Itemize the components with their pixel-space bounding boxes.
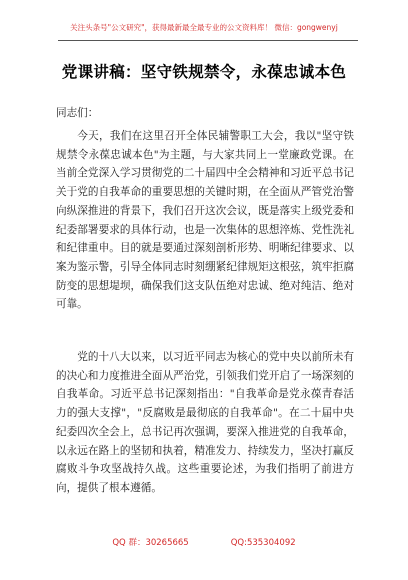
paragraph-1: 今天，我们在这里召开全体民辅警职工大会，我以"坚守铁规禁令永葆忠诚本色"为主题，与大家共同上一堂廉政党课。在当前全党深入学习贯彻党的二十届四中全会精神和习近平总书记关于党的自我革命的重要思想的关键时期，在全面从严管党治警向纵深推进的背景下，我们召开这次会议，既是落实上级党委和纪委部署要求的具体行动，也是一次集体的思想淬炼、党性洗礼和纪律重申。目的就是要通过深刻剖析形势、明晰纪律要求、以案为鉴示警，引导全体同志时刻绷紧纪律规矩这根弦，筑牢拒腐防变的思想堤坝，确保我们这支队伍绝对忠诚、绝对纯洁、绝对可靠。 <box>56 130 354 311</box>
paragraph-2: 党的十八大以来，以习近平同志为核心的党中央以前所未有的决心和力度推进全面从严治党，引领我们党开启了一场深刻的自我革命。习近平总书记深刻指出："自我革命是党永葆青春活力的强大支撑"，"反腐败是最彻底的自我革命"。在二十届中央纪委四次全会上，总书记再次强调，要深入推进党的自我革命，以永远在路上的坚韧和执着，精准发力、持续发力，坚决打赢反腐败斗争攻坚战持久战。这些重要论述，为我们指明了前进方向，提供了根本遵循。 <box>56 351 354 494</box>
footer-contact <box>0 536 408 548</box>
header-divider <box>58 40 358 41</box>
header-promo-note: 关注头条号"公文研究"，获得最新最全最专业的公文资料库！ 微信：gongwenyj <box>70 23 338 32</box>
document-title: 党课讲稿：坚守铁规禁令，永葆忠诚本色 <box>61 62 347 81</box>
qq-number: QQ:535304092 <box>230 538 296 548</box>
qq-group-number: QQ 群：30265665 <box>112 538 189 548</box>
salutation: 同志们： <box>56 107 99 119</box>
